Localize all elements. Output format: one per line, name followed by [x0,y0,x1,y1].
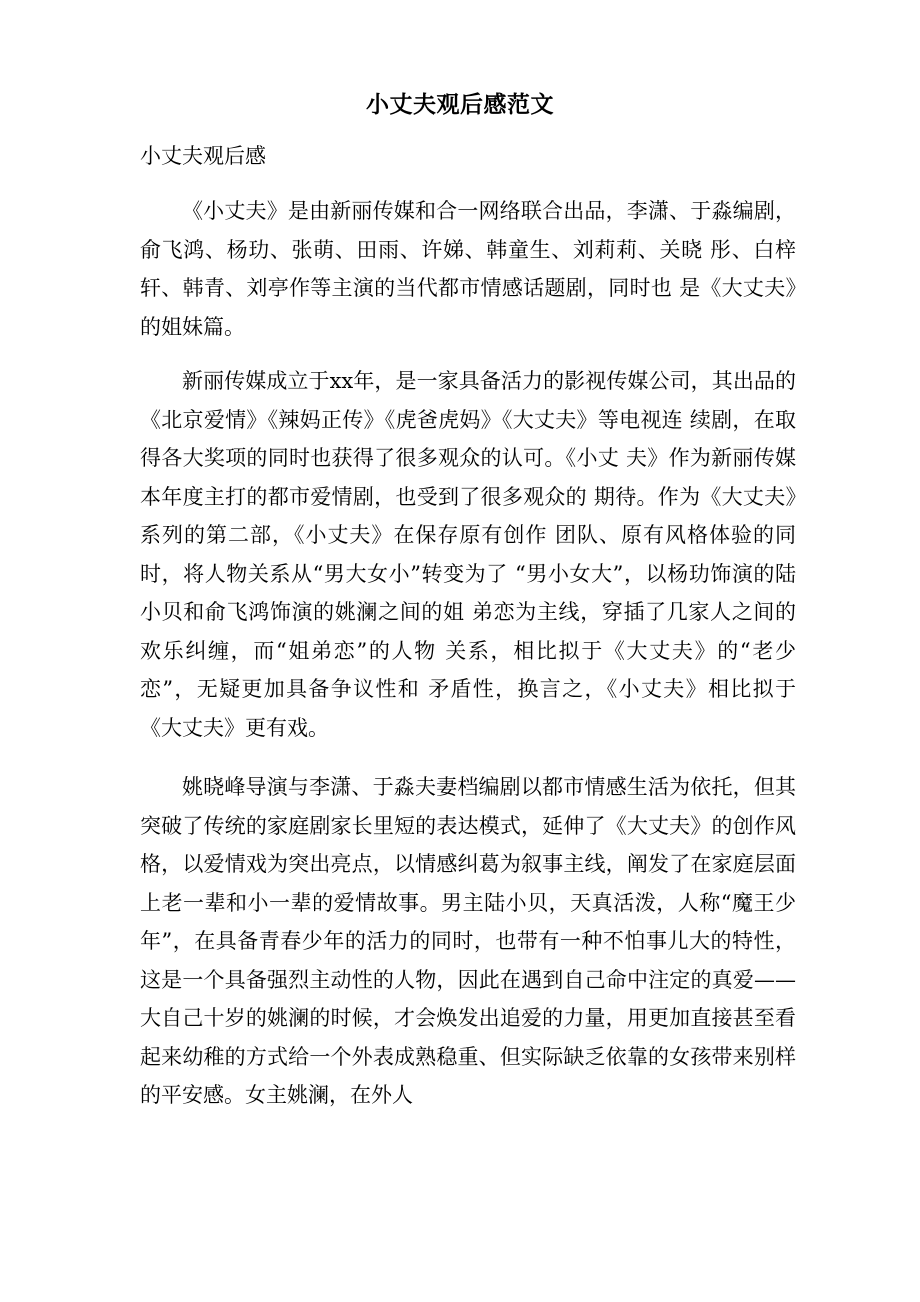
document-title: 小丈夫观后感范文 [366,91,554,118]
paragraph-3: 姚晓峰导演与李潇、于淼夫妻档编剧以都市情感生活为依托，但其突破了传统的家庭剧家长里短的表达模式，延伸了《大丈夫》的创作风格，以爱情戏为突出亮点，以情感纠葛为叙事主线，阐发了在家庭层面上老一辈和小一辈的爱情故事。男主陆小贝，天真活泼，人称“魔王少年”，在具备青春少年的活力的同时，也带有一种不怕事儿大的特性，这是一个具备强烈主动性的人物，因此在遇到自己命中注定的真爱——大自己十岁的姚澜的时候，才会焕发出追爱的力量，用更加直接甚至看起来幼稚的方式给一个外表成熟稳重、但实际缺乏依靠的女孩带来别样的平安感。女主姚澜，在外人 [140,775,796,1107]
paragraph-1: 《小丈夫》是由新丽传媒和合一网络联合出品，李潇、于淼编剧，俞飞鸿、杨玏、张萌、田雨、许娣、韩童生、刘莉莉、关晓 彤、白梓轩、韩青、刘亭作等主演的当代都市情感话题剧，同时也 是《大丈夫》的姐妹篇。 [140,199,796,339]
document-subtitle: 小丈夫观后感 [140,144,266,168]
paragraph-2: 新丽传媒成立于xx年，是一家具备活力的影视传媒公司，其出品的《北京爱情》《辣妈正传》《虎爸虎妈》《大丈夫》等电视连 续剧，在取得各大奖项的同时也获得了很多观众的认可。《小丈 夫》作为新丽传媒本年度主打的都市爱情剧，也受到了很多观众的 期待。作为《大丈夫》系列的第二部，《小丈夫》在保存原有创作 团队、原有风格体验的同时，将人物关系从“男大女小”转变为了 “男小女大”，以杨玏饰演的陆小贝和俞飞鸿饰演的姚澜之间的姐 弟恋为主线，穿插了几家人之间的欢乐纠缠，而“姐弟恋”的人物 关系，相比拟于《大丈夫》的“老少恋”，无疑更加具备争议性和 矛盾性，换言之，《小丈夫》相比拟于《大丈夫》更有戏。 [140,369,796,740]
